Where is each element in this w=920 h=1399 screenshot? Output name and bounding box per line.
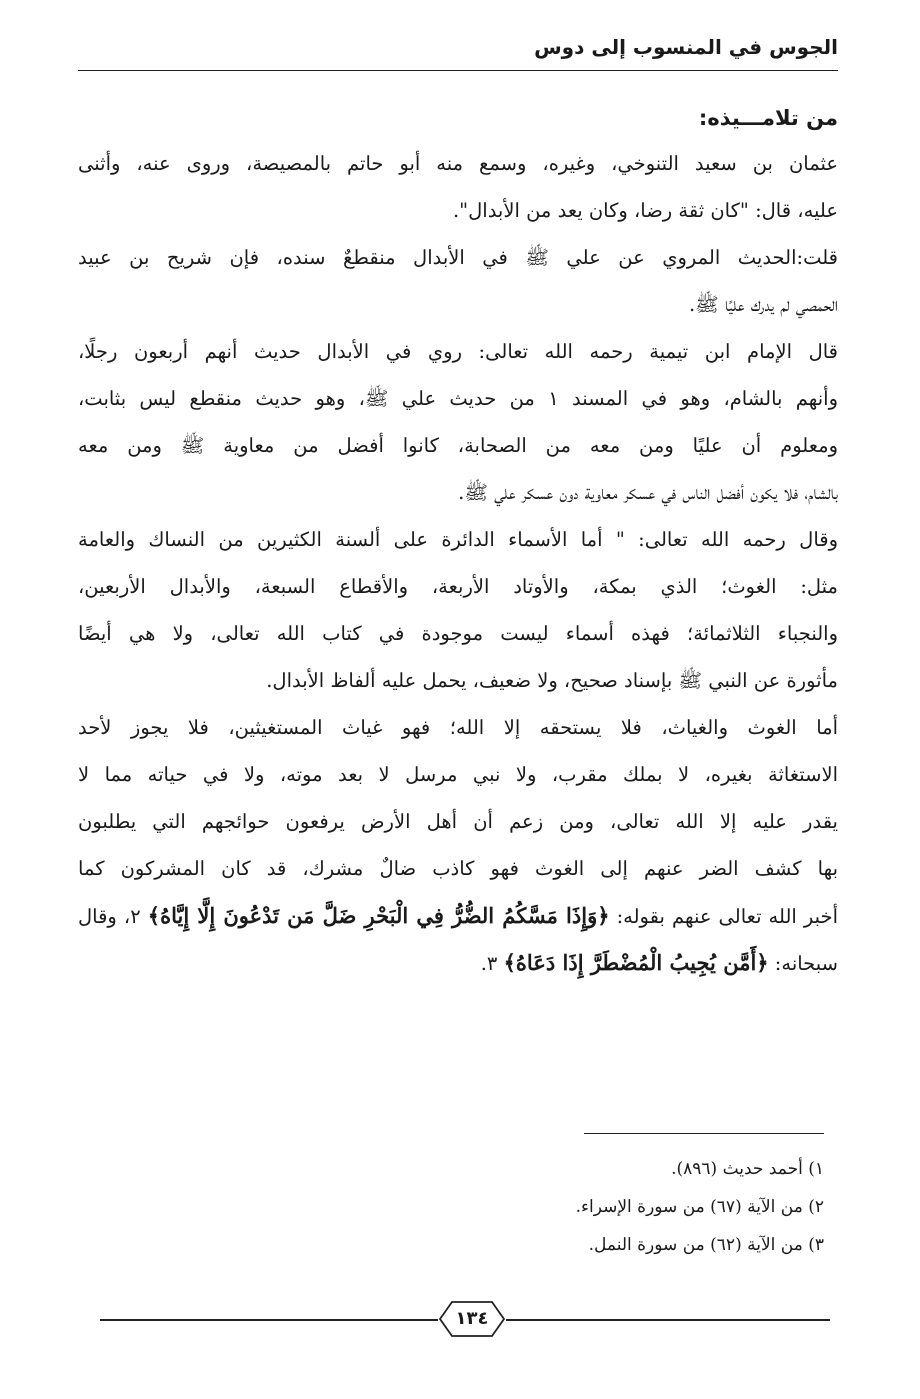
text-line: مأثورة عن النبي ﷺ بإسناد صحيح، ولا ضعيف، يحمل عليه ألفاظ الأبدال.	[266, 669, 838, 692]
running-header	[78, 34, 838, 74]
page-footer	[100, 1300, 830, 1340]
text-line: بها كشف الضر عنهم إلى الغوث فهو كاذب ضالٌ مشرك، قد كان المشركون كما	[78, 857, 838, 880]
running-header-title: الجوس في المنسوب إلى دوس	[534, 35, 838, 59]
text-line: قلت:الحديث المروي عن علي ﷺ في الأبدال منقطعٌ سنده، فإن شريح بن عبيد	[78, 246, 838, 269]
text-line: عليه، قال: "كان ثقة رضا، وكان يعد من الأبدال".	[452, 199, 838, 222]
text-line: وقال رحمه الله تعالى: " أما الأسماء الدائرة على ألسنة الكثيرين من النساك والعامة	[78, 528, 838, 551]
text-line: مثل: الغوث؛ الذي بمكة، والأوتاد الأربعة، والأقطاع السبعة، والأبدال الأربعين،	[78, 575, 838, 598]
footer-rule-left	[100, 1319, 438, 1321]
main-text	[78, 96, 838, 986]
text-line: أما الغوث والغياث، فلا يستحقه إلا الله؛ فهو غياث المستغيثين، فلا يجوز لأحد	[78, 716, 838, 739]
header-rule	[78, 70, 838, 71]
text-line: وأنهم بالشام، وهو في المسند ١ من حديث علي ﷺ، وهو حديث منقطع ليس بثابت،	[78, 387, 838, 410]
page-number-badge	[438, 1300, 506, 1338]
quran-verse: ﴿أَمَّن يُجِيبُ الْمُضْطَرَّ إِذَا دَعَاهُ﴾	[503, 950, 769, 975]
text-line: يقدر عليه إلا الله تعالى، ومن زعم أن أهل الأرض يرفعون حوائجهم التي يطلبون	[78, 810, 838, 833]
text-line: الحمصي لم يدرك عليًا ﷺ.	[688, 293, 838, 316]
quran-trail-text: ٢، وقال	[78, 905, 148, 928]
footnote-separator	[584, 1133, 824, 1134]
footnote: ١) أحمد حديث (٨٩٦).	[671, 1159, 824, 1179]
footer-rule-right	[506, 1319, 830, 1321]
section-heading: من تلامـــيذه:	[698, 106, 838, 130]
text-line: عثمان بن سعيد التنوخي، وغيره، وسمع منه أبو حاتم بالمصيصة، وروى عنه، وأثنى	[78, 152, 838, 175]
text-line: بالشام، فلا يكون أفضل الناس في عسكر معاوية دون عسكر علي ﷺ.	[458, 481, 838, 504]
text-line: ومعلوم أن عليًا ومن معه من الصحابة، كانوا أفضل من معاوية ﷺ ومن معه	[78, 434, 838, 457]
text-line: الاستغاثة بغيره، لا بملك مقرب، ولا نبي مرسل لا بعد موته، ولا في حياته مما لا	[78, 763, 838, 786]
page-number: ١٣٤	[455, 1308, 489, 1329]
footnote: ٢) من الآية (٦٧) من سورة الإسراء.	[575, 1197, 824, 1217]
text-line: قال الإمام ابن تيمية رحمه الله تعالى: روي في الأبدال حديث أنهم أربعون رجلًا،	[78, 340, 838, 363]
quran-lead-text: سبحانه:	[768, 952, 838, 975]
quran-lead-text: أخبر الله تعالى عنهم بقوله:	[609, 905, 839, 928]
text-line: والنجباء الثلاثمائة؛ فهذه أسماء ليست موجودة في كتاب الله تعالى، ولا هي أيضًا	[78, 622, 838, 645]
quran-verse: ﴿وَإِذَا مَسَّكُمُ الضُّرُّ فِي الْبَحْرِ ضَلَّ مَن تَدْعُونَ إِلَّا إِيَّاهُ﴾	[147, 903, 610, 928]
footnotes	[224, 1150, 824, 1264]
quran-trail-text: ٣.	[480, 952, 504, 975]
quran-citation-line	[78, 892, 838, 939]
footnote: ٣) من الآية (٦٢) من سورة النمل.	[588, 1235, 824, 1255]
quran-citation-line	[78, 939, 838, 986]
